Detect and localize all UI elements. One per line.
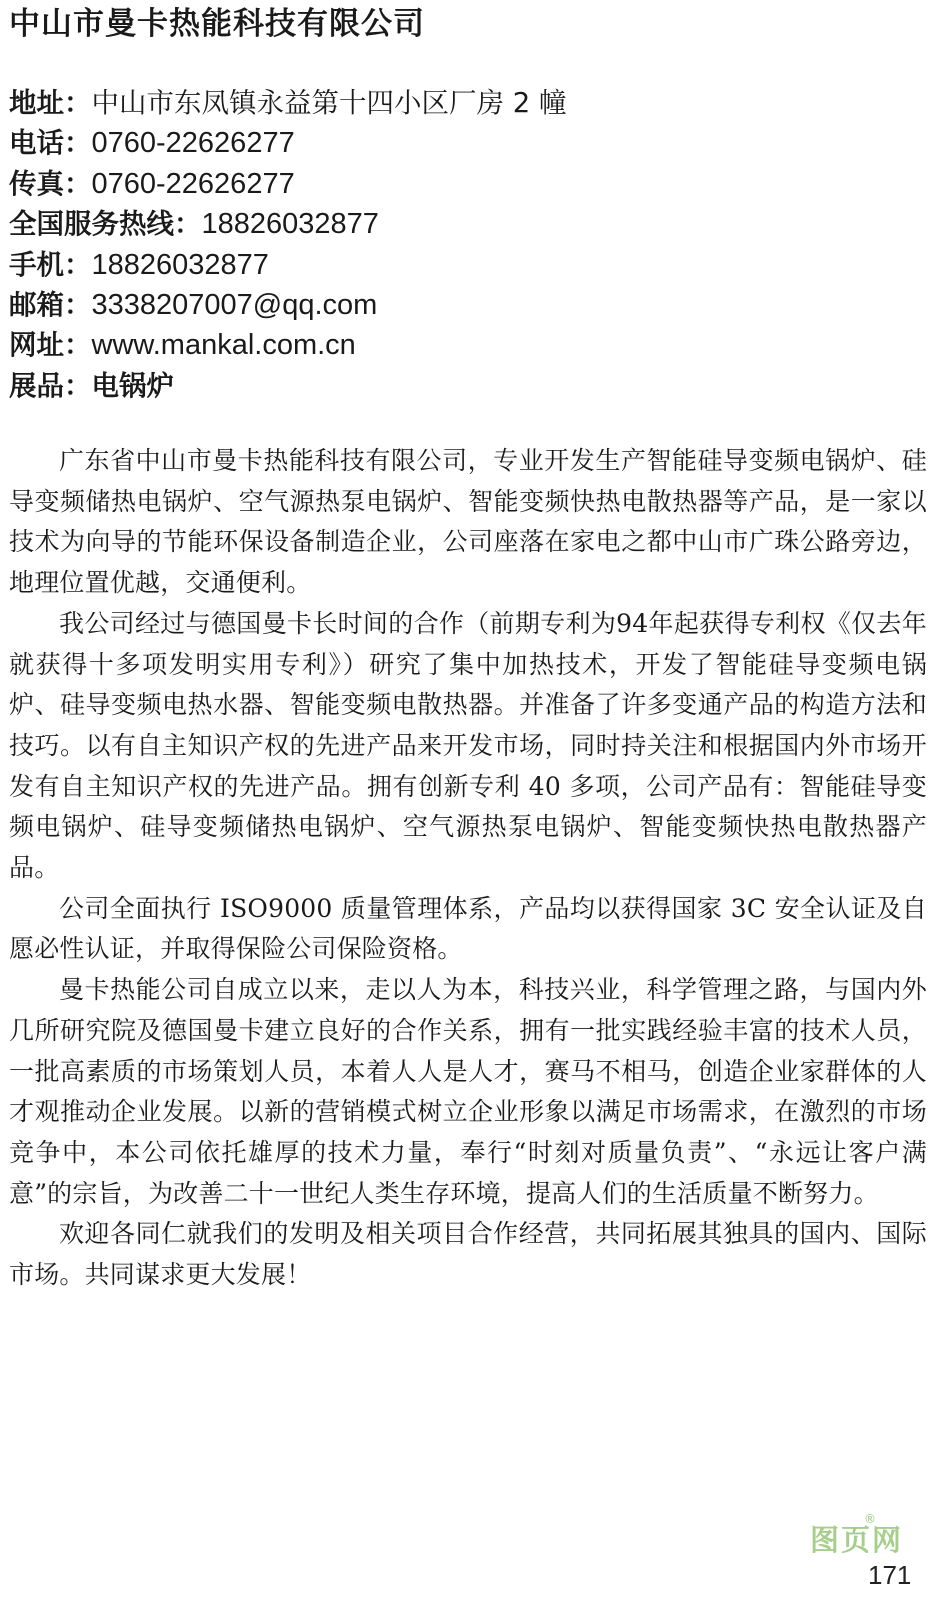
contact-fax-label: 传真： [9,167,92,200]
contact-mobile-line [9,245,929,285]
contact-mobile-value: 18826032877 [91,248,269,281]
contact-fax-line [9,164,929,204]
company-title: 中山市曼卡热能科技有限公司 [9,6,425,42]
contact-info-block [9,83,929,406]
page-number: 171 [868,1560,912,1590]
contact-exhibit-value: 电锅炉 [91,369,174,402]
contact-email-value: 3338207007@qq.com [91,288,378,321]
contact-email-line [9,285,929,325]
contact-website-value: www.mankal.com.cn [91,329,356,362]
contact-address-label: 地址： [9,87,92,119]
contact-email-label: 邮箱： [9,288,92,321]
watermark-registered-mark: ® [864,1512,876,1526]
contact-address-line [9,83,929,123]
contact-hotline-line [9,204,929,244]
watermark-logo: 图页网 [810,1523,904,1557]
description-paragraph: 我公司经过与德国曼卡长时间的合作（前期专利为94年起获得专利权《仅去年就获得十多项发明实用专利》）研究了集中加热技术，开发了智能硅导变频电锅炉、硅导变频电热水器、智能变频电散热器。并准备了许多变通产品的构造方法和技巧。以有自主知识产权的先进产品来开发市场，同时持关注和根据国内外市场开发有自主知识产权的先进产品。拥有创新专利 40 多项，公司产品有：智能硅导变频电锅炉、硅导变频储热电锅炉、空气源热泵电锅炉、智能变频快热电散热器产品。 [9,608,927,883]
contact-hotline-value: 18826032877 [201,208,379,241]
contact-fax-value: 0760-22626277 [91,167,295,200]
description-paragraph: 公司全面执行 ISO9000 质量管理体系，产品均以获得国家 3C 安全认证及自愿必性认证，并取得保险公司保险资格。 [9,893,927,964]
description-paragraph: 曼卡热能公司自成立以来，走以人为本，科技兴业，科学管理之路，与国内外几所研究院及德国曼卡建立良好的合作关系，拥有一批实践经验丰富的技术人员，一批高素质的市场策划人员，本着人人是人才，赛马不相马，创造企业家群体的人才观推动企业发展。以新的营销模式树立企业形象以满足市场需求，在激烈的市场竞争中，本公司依托雄厚的技术力量，奉行“时刻对质量负责”、“永远让客户满意”的宗旨，为改善二十一世纪人类生存环境，提高人们的生活质量不断努力。 [9,975,927,1208]
description-paragraph: 广东省中山市曼卡热能科技有限公司，专业开发生产智能硅导变频电锅炉、硅导变频储热电锅炉、空气源热泵电锅炉、智能变频快热电散热器等产品，是一家以技术为向导的节能环保设备制造企业，公司座落在家电之都中山市广珠公路旁边，地理位置优越，交通便利。 [9,446,927,598]
company-description [9,441,927,1296]
contact-phone-value: 0760-22626277 [91,127,295,160]
contact-phone-line [9,123,929,163]
description-paragraph: 欢迎各同仁就我们的发明及相关项目合作经营，共同拓展其独具的国内、国际市场。共同谋求更大发展！ [9,1219,927,1290]
contact-website-label: 网址： [9,329,92,362]
contact-mobile-label: 手机： [9,248,92,281]
contact-exhibit-line [9,366,929,406]
contact-hotline-label: 全国服务热线： [9,208,202,241]
contact-website-line [9,325,929,365]
contact-exhibit-label: 展品： [9,369,92,402]
contact-address-value: 中山市东凤镇永益第十四小区厂房 2 幢 [91,87,567,119]
contact-phone-label: 电话： [9,127,92,160]
